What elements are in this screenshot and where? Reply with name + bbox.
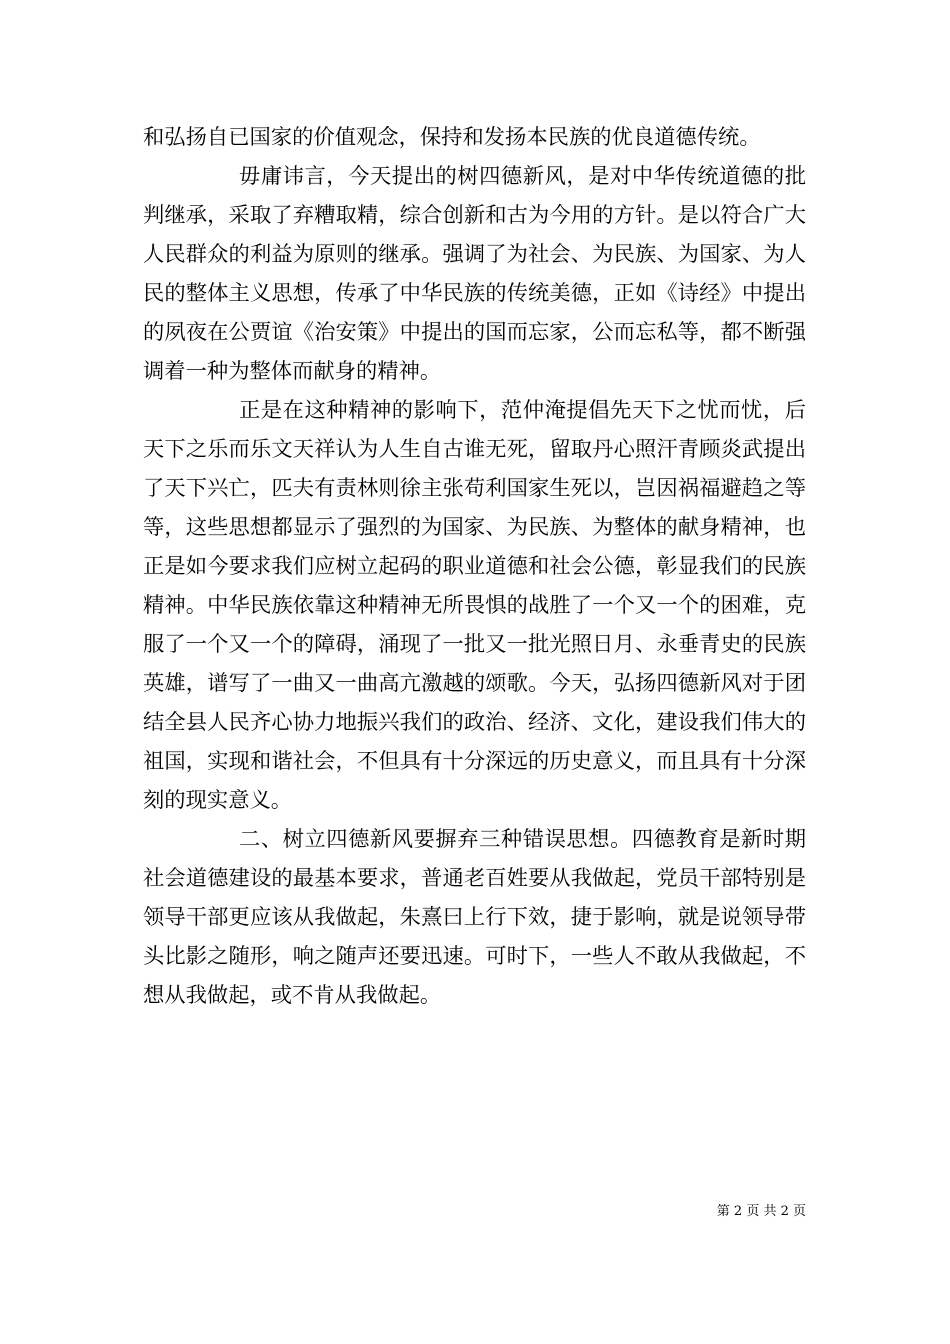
- paragraph-2: 毋庸讳言，今天提出的树四德新风，是对中华传统道德的批判继承，采取了弃糟取精，综合创新和古为今用的方针。是以符合广大人民群众的利益为原则的继承。强调了为社会、为民族、为国家、为人民的整体主义思想，传承了中华民族的传统美德，正如《诗经》中提出的夙夜在公贾谊《治安策》中提出的国而忘家，公而忘私等，都不断强调着一种为整体而献身的精神。: [143, 164, 806, 384]
- paragraph-1: 和弘扬自已国家的价值观念，保持和发扬本民族的优良道德传统。: [143, 125, 761, 150]
- page-number-footer: 第 2 页 共 2 页: [716, 1204, 806, 1219]
- paragraph-4: 二、树立四德新风要摒弃三种错误思想。四德教育是新时期社会道德建设的最基本要求，普通老百姓要从我做起，党员干部特别是领导干部更应该从我做起，朱熹曰上行下效，捷于影响，就是说领导带头比影之随形，响之随声还要迅速。可时下，一些人不敢从我做起，不想从我做起，或不肯从我做起。: [143, 827, 806, 1008]
- body-text: [143, 118, 806, 1015]
- paragraph-3: 正是在这种精神的影响下，范仲淹提倡先天下之忧而忧，后天下之乐而乐文天祥认为人生自古谁无死，留取丹心照汗青顾炎武提出了天下兴亡，匹夫有责林则徐主张苟利国家生死以，岂因祸福避趋之等等，这些思想都显示了强烈的为国家、为民族、为整体的献身精神，也正是如今要求我们应树立起码的职业道德和社会公德，彰显我们的民族精神。中华民族依靠这种精神无所畏惧的战胜了一个又一个的困难，克服了一个又一个的障碍，涌现了一批又一批光照日月、永垂青史的民族英雄，谱写了一曲又一曲高亢激越的颂歌。今天，弘扬四德新风对于团结全县人民齐心协力地振兴我们的政治、经济、文化，建设我们伟大的祖国，实现和谐社会，不但具有十分深远的历史意义，而且具有十分深刻的现实意义。: [143, 398, 806, 813]
